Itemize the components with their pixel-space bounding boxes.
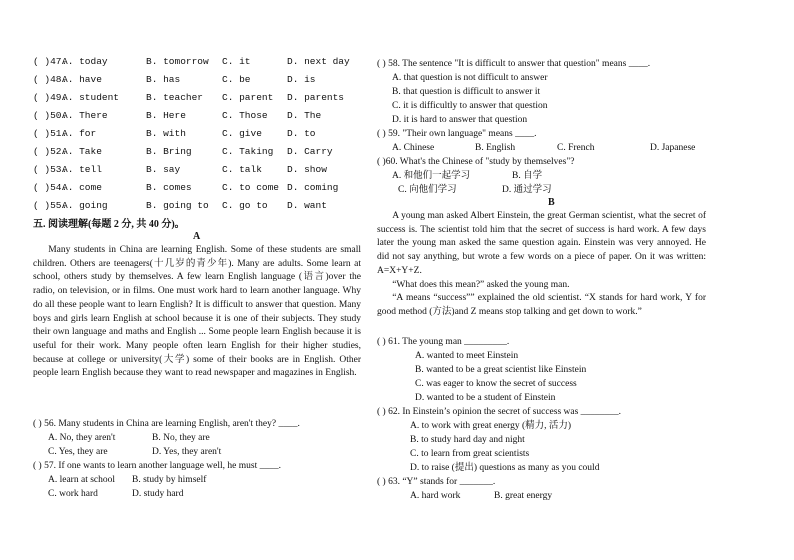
q58-option-c[interactable]: C. it is difficultly to answer that question [392, 101, 548, 111]
cloze-option-c[interactable]: C. it [222, 56, 251, 67]
cloze-option-c[interactable]: C. be [222, 74, 251, 85]
cloze-option-a[interactable]: A. have [62, 74, 102, 85]
q60-option-a[interactable]: A. 和他们一起学习 [392, 171, 471, 181]
passage-b-p2: “What does this mean?” asked the young man. [392, 279, 570, 290]
cloze-option-b[interactable]: B. with [146, 128, 186, 139]
q62-option-a[interactable]: A. to work with great energy (精力, 活力) [410, 421, 572, 431]
cloze-option-d[interactable]: D. Carry [287, 146, 333, 157]
cloze-question-number: ( )53. [33, 164, 68, 175]
q62-stem: ( ) 62. In Einstein’s opinion the secret of success was ________. [377, 407, 622, 417]
cloze-option-b[interactable]: B. going to [146, 200, 209, 211]
cloze-option-d[interactable]: D. to [287, 128, 316, 139]
q59-stem: ( ) 59. "Their own language" means ____. [377, 129, 537, 139]
q59-option-d[interactable]: D. Japanese [650, 143, 696, 153]
cloze-option-a[interactable]: A. There [62, 110, 108, 121]
cloze-question-number: ( )50. [33, 110, 68, 121]
q60-option-c[interactable]: C. 向他们学习 [398, 185, 457, 195]
q56-option-b[interactable]: B. No, they are [152, 433, 210, 443]
q58-option-a[interactable]: A. that question is not difficult to answer [392, 73, 548, 83]
cloze-option-b[interactable]: B. Bring [146, 146, 192, 157]
cloze-option-c[interactable]: C. Taking [222, 146, 274, 157]
cloze-option-a[interactable]: A. going [62, 200, 108, 211]
cloze-question-number: ( )52. [33, 146, 68, 157]
cloze-option-d[interactable]: D. parents [287, 92, 345, 103]
cloze-option-d[interactable]: D. is [287, 74, 316, 85]
q56-option-d[interactable]: D. Yes, they aren't [152, 447, 222, 457]
q56-option-a[interactable]: A. No, they aren't [48, 433, 116, 443]
q63-option-a[interactable]: A. hard work [410, 491, 461, 501]
cloze-option-d[interactable]: D. want [287, 200, 327, 211]
q61-option-a[interactable]: A. wanted to meet Einstein [415, 351, 519, 361]
cloze-option-a[interactable]: A. student [62, 92, 120, 103]
cloze-option-b[interactable]: B. has [146, 74, 181, 85]
cloze-option-b[interactable]: B. Here [146, 110, 186, 121]
cloze-option-d[interactable]: D. next day [287, 56, 350, 67]
cloze-option-b[interactable]: B. comes [146, 182, 192, 193]
q59-option-a[interactable]: A. Chinese [392, 143, 435, 153]
q57-option-c[interactable]: C. work hard [48, 489, 98, 499]
cloze-question-number: ( )55. [33, 200, 68, 211]
passage-a-text: Many students in China are learning English. Some of these students are small children. Others are teenagers(十几岁的青少年). Many are adults. Some learn at school, others study by themselves. A few learn English language (语言)over the radio, on television, or in films. One must work hard to learn another language. Why do all these people want to learn English? It is difficult to answer that question. Many boys and girls learn English at school because it is one of their subjects. They study their own language and maths and English ... Some people learn English because it is useful for their work. Many people often learn English for their higher studies, because at college or university(大学) some of their books are in English. Other people learn English because they want to read newspaper and magazines in English. [33, 245, 361, 379]
q57-stem: ( ) 57. If one wants to learn another language well, he must ____. [33, 461, 281, 471]
passage-b-p3: “A means “success”” explained the old scientist. “X stands for hard work, Y for good method (方法)and Z means stop talking and get down to work.” [377, 293, 706, 317]
cloze-question-number: ( )47. [33, 56, 68, 67]
q58-option-b[interactable]: B. that question is difficult to answer it [392, 87, 541, 97]
q59-option-b[interactable]: B. English [475, 143, 516, 153]
q57-option-a[interactable]: A. learn at school [48, 475, 116, 485]
passage-b-p1: A young man asked Albert Einstein, the great German scientist, what the secret of success is. The scientist told him that the secret of success is hard work. A few days later the young man asked the same question again. Einstein was very annoyed. He did not say anything, but wrote a few words on a piece of paper. On it was written: A=X+Y+Z. [377, 211, 706, 276]
q61-option-b[interactable]: B. wanted to be a great scientist like Einstein [415, 365, 587, 375]
cloze-option-d[interactable]: D. The [287, 110, 322, 121]
q61-option-c[interactable]: C. was eager to know the secret of success [415, 379, 577, 389]
q61-stem: ( ) 61. The young man _________. [377, 337, 510, 347]
q62-option-c[interactable]: C. to learn from great scientists [410, 449, 530, 459]
q57-option-d[interactable]: D. study hard [132, 489, 184, 499]
cloze-option-d[interactable]: D. coming [287, 182, 339, 193]
q62-option-b[interactable]: B. to study hard day and night [410, 435, 525, 445]
cloze-question-number: ( )48. [33, 74, 68, 85]
cloze-option-b[interactable]: B. teacher [146, 92, 204, 103]
cloze-option-c[interactable]: C. talk [222, 164, 262, 175]
q60-option-d[interactable]: D. 通过学习 [502, 185, 552, 195]
cloze-option-d[interactable]: D. show [287, 164, 327, 175]
q58-option-d[interactable]: D. it is hard to answer that question [392, 115, 528, 125]
cloze-question-number: ( )51. [33, 128, 68, 139]
passage-a [33, 244, 361, 381]
cloze-option-c[interactable]: C. parent [222, 92, 274, 103]
q61-option-d[interactable]: D. wanted to be a student of Einstein [415, 393, 556, 403]
section-title: 五. 阅读理解(每题 2 分, 共 40 分)。 [33, 219, 185, 230]
cloze-option-b[interactable]: B. say [146, 164, 181, 175]
cloze-option-a[interactable]: A. tell [62, 164, 102, 175]
q63-option-b[interactable]: B. great energy [494, 491, 553, 501]
q63-stem: ( ) 63. “Y” stands for _______. [377, 477, 496, 487]
cloze-option-a[interactable]: A. today [62, 56, 108, 67]
q58-stem: ( ) 58. The sentence "It is difficult to answer that question" means ____. [377, 59, 651, 69]
cloze-option-a[interactable]: A. come [62, 182, 102, 193]
cloze-option-b[interactable]: B. tomorrow [146, 56, 209, 67]
q60-option-b[interactable]: B. 自学 [512, 171, 543, 181]
q59-option-c[interactable]: C. French [557, 143, 595, 153]
cloze-option-c[interactable]: C. Those [222, 110, 268, 121]
q60-stem: ( )60. What's the Chinese of "study by themselves"? [377, 157, 575, 167]
cloze-question-number: ( )54. [33, 182, 68, 193]
passage-b [377, 210, 706, 320]
cloze-option-c[interactable]: C. to come [222, 182, 280, 193]
q57-option-b[interactable]: B. study by himself [132, 475, 207, 485]
q56-stem: ( ) 56. Many students in China are learning English, aren't they? ____. [33, 419, 300, 429]
q62-option-d[interactable]: D. to raise (提出) questions as many as you could [410, 463, 600, 473]
passage-b-label: B [548, 197, 555, 208]
cloze-option-c[interactable]: C. go to [222, 200, 268, 211]
q56-option-c[interactable]: C. Yes, they are [48, 447, 108, 457]
cloze-option-a[interactable]: A. Take [62, 146, 102, 157]
passage-a-label: A [193, 231, 201, 242]
cloze-option-a[interactable]: A. for [62, 128, 97, 139]
cloze-option-c[interactable]: C. give [222, 128, 262, 139]
cloze-question-number: ( )49. [33, 92, 68, 103]
